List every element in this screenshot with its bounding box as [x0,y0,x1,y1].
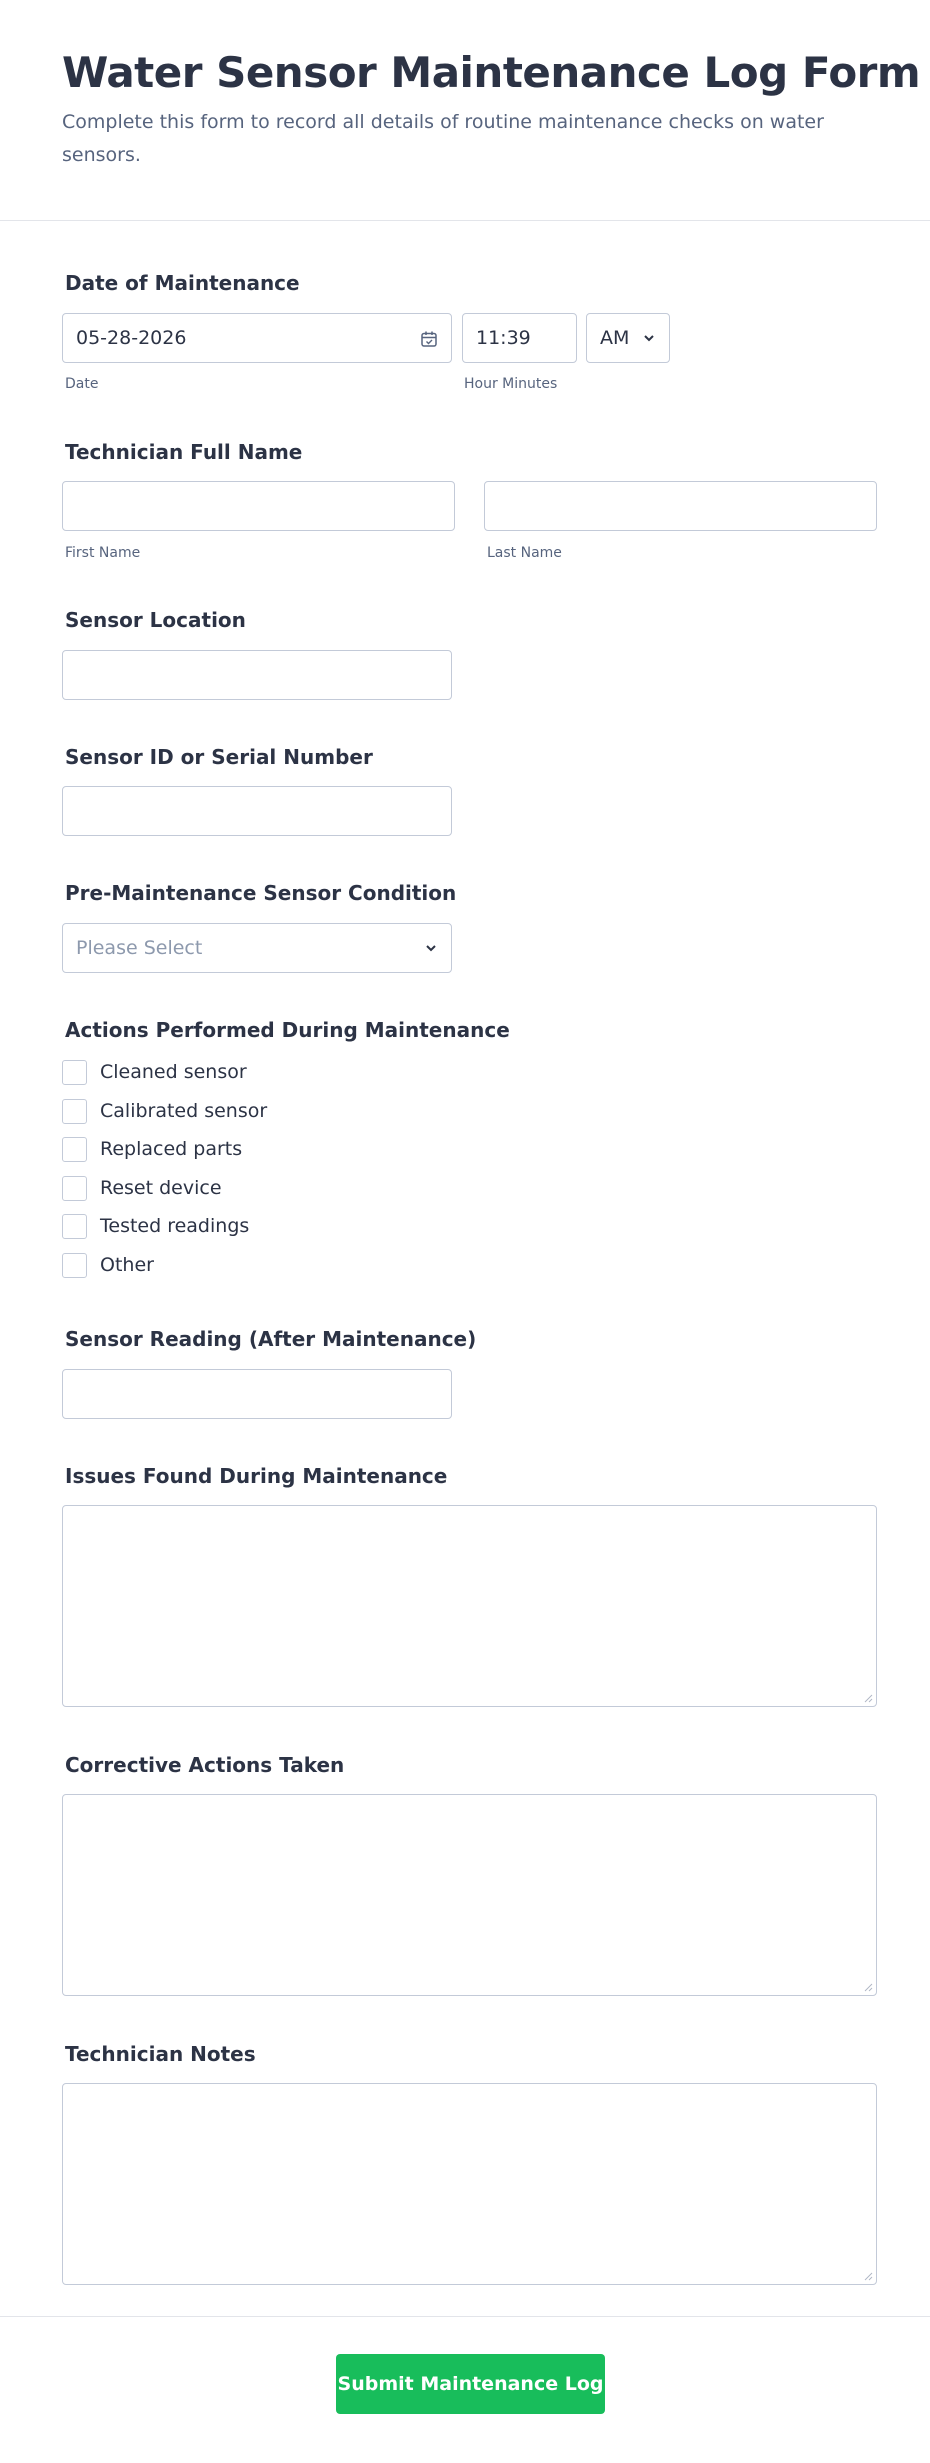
first-name-sublabel: First Name [65,545,141,561]
pre-condition-placeholder: Please Select [76,937,203,959]
date-of-maintenance-label: Date of Maintenance [65,271,300,295]
chevron-down-icon [642,331,656,345]
checkbox-label: Replaced parts [100,1138,243,1160]
chevron-down-icon [424,941,438,955]
last-name-input[interactable] [484,481,877,531]
form-title: Water Sensor Maintenance Log Form [62,48,921,97]
technician-notes-label: Technician Notes [65,2042,256,2066]
checkbox-other[interactable] [62,1252,154,1278]
date-sublabel: Date [65,376,99,392]
checkbox-label: Cleaned sensor [100,1061,247,1083]
checkbox-tested-readings[interactable] [62,1213,249,1239]
checkbox-label: Tested readings [100,1215,250,1237]
checkbox-label: Other [100,1254,154,1276]
checkbox-cleaned-sensor[interactable] [62,1059,247,1085]
checkbox[interactable] [62,1253,87,1278]
time-value: 11:39 [476,327,531,349]
date-value: 05-28-2026 [76,327,187,349]
checkbox-calibrated-sensor[interactable] [62,1098,267,1124]
first-name-input[interactable] [62,481,455,531]
sensor-reading-label: Sensor Reading (After Maintenance) [65,1327,477,1351]
sensor-reading-input[interactable] [62,1369,452,1419]
technician-notes-textarea[interactable] [62,2083,877,2285]
form-header [0,0,930,221]
checkbox[interactable] [62,1176,87,1201]
checkbox-label: Reset device [100,1177,222,1199]
resize-grip-icon[interactable] [863,2271,873,2281]
corrective-actions-label: Corrective Actions Taken [65,1753,345,1777]
checkbox[interactable] [62,1214,87,1239]
checkbox[interactable] [62,1060,87,1085]
ampm-select[interactable] [586,313,670,363]
technician-name-label: Technician Full Name [65,440,303,464]
actions-label: Actions Performed During Maintenance [65,1018,510,1042]
time-input[interactable] [462,313,577,363]
ampm-value: AM [600,327,630,349]
issues-found-textarea[interactable] [62,1505,877,1707]
sensor-location-input[interactable] [62,650,452,700]
last-name-sublabel: Last Name [487,545,562,561]
resize-grip-icon[interactable] [863,1693,873,1703]
resize-grip-icon[interactable] [863,1982,873,1992]
checkbox[interactable] [62,1137,87,1162]
checkbox-reset-device[interactable] [62,1175,222,1201]
calendar-icon[interactable] [420,330,438,348]
issues-found-label: Issues Found During Maintenance [65,1464,448,1488]
corrective-actions-textarea[interactable] [62,1794,877,1996]
checkbox-replaced-parts[interactable] [62,1136,242,1162]
date-input[interactable] [62,313,452,363]
sensor-location-label: Sensor Location [65,608,246,632]
time-sublabel: Hour Minutes [464,376,558,392]
sensor-id-input[interactable] [62,786,452,836]
pre-condition-select[interactable] [62,923,452,973]
checkbox[interactable] [62,1099,87,1124]
pre-condition-label: Pre-Maintenance Sensor Condition [65,881,457,905]
sensor-id-label: Sensor ID or Serial Number [65,745,373,769]
form-subtitle: Complete this form to record all details of routine maintenance checks on water sensors. [62,111,824,166]
checkbox-label: Calibrated sensor [100,1100,268,1122]
submit-button[interactable]: Submit Maintenance Log [336,2354,605,2414]
